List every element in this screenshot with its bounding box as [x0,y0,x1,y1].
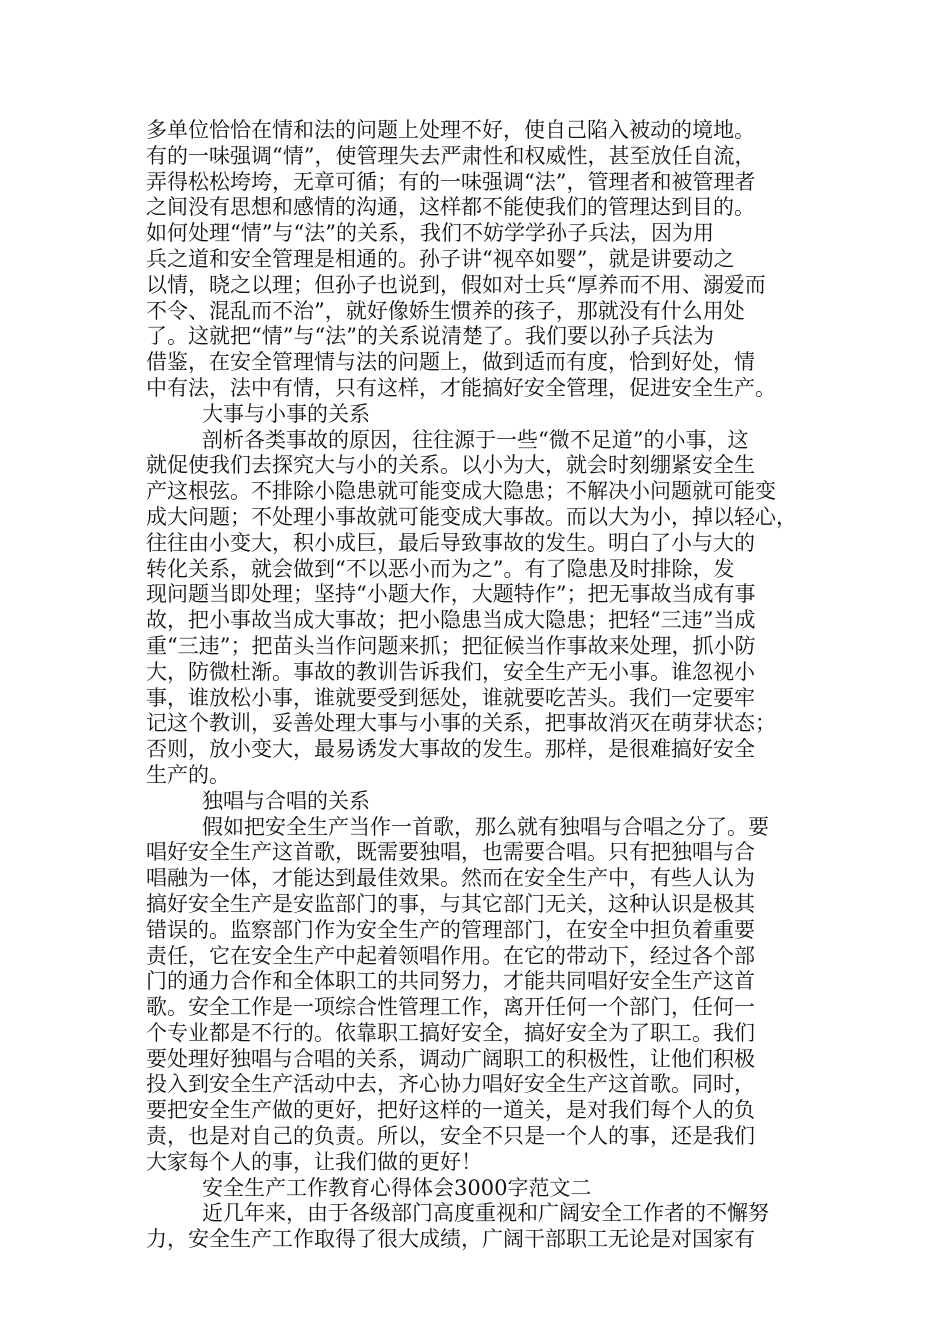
text-line: 搞好安全生产是安监部门的事，与其它部门无关，这种认识是极其 [146,891,755,916]
text-line: 中有法，法中有情，只有这样，才能搞好安全管理，促进安全生产。 [146,375,776,400]
text-line: 独唱与合唱的关系 [202,788,370,813]
text-line: 门的通力合作和全体职工的共同努力，才能共同唱好安全生产这首 [146,969,755,994]
text-line: 借鉴，在安全管理情与法的问题上，做到适而有度，恰到好处，情 [146,350,755,375]
text-line: 唱融为一体，才能达到最佳效果。然而在安全生产中，有些人认为 [146,866,755,891]
text-line: 大家每个人的事，让我们做的更好！ [146,1149,482,1174]
text-line: 要把安全生产做的更好，把好这样的一道关，是对我们每个人的负 [146,1098,755,1123]
text-line: 生产的。 [146,762,230,787]
text-line: 弄得松松垮垮，无章可循；有的一味强调“法”，管理者和被管理者 [146,169,756,194]
text-line: 力，安全生产工作取得了很大成绩，广阔干部职工无论是对国家有 [146,1227,755,1252]
text-line: 故，把小事故当成大事故；把小隐患当成大隐患；把轻“三违”当成 [146,608,756,633]
text-line: 投入到安全生产活动中去，齐心协力唱好安全生产这首歌。同时， [146,1072,755,1097]
text-line: 安全生产工作教育心得体会3000字范文二 [202,1175,592,1200]
text-line: 近几年来，由于各级部门高度重视和广阔安全工作者的不懈努 [202,1201,769,1226]
text-line: 兵之道和安全管理是相通的。孙子讲“视卒如婴”，就是讲要动之 [146,246,735,271]
text-line: 歌。安全工作是一项综合性管理工作，离开任何一个部门，任何一 [146,995,755,1020]
text-line: 个专业都是不行的。依靠职工搞好安全，搞好安全为了职工。我们 [146,1020,755,1045]
text-line: 责任，它在安全生产中起着领唱作用。在它的带动下，经过各个部 [146,943,755,968]
text-line: 唱好安全生产这首歌，既需要独唱，也需要合唱。只有把独唱与合 [146,840,755,865]
text-line: 成大问题；不处理小事故就可能变成大事故。而以大为小，掉以轻心， [146,504,797,529]
text-line: 责，也是对自己的负责。所以，安全不只是一个人的事，还是我们 [146,1124,755,1149]
text-line: 如何处理“情”与“法”的关系，我们不妨学学孙子兵法，因为用 [146,221,714,246]
text-line: 错误的。监察部门作为安全生产的管理部门，在安全中担负着重要 [146,917,755,942]
text-line: 大事与小事的关系 [202,401,370,426]
text-line: 产这根弦。不排除小隐患就可能变成大隐患；不解决小问题就可能变 [146,479,776,504]
text-line: 大，防微杜渐。事故的教训告诉我们，安全生产无小事。谁忽视小 [146,659,755,684]
text-line: 否则，放小变大，最易诱发大事故的发生。那样，是很难搞好安全 [146,737,755,762]
text-line: 要处理好独唱与合唱的关系，调动广阔职工的积极性，让他们积极 [146,1046,755,1071]
text-line: 记这个教训，妥善处理大事与小事的关系，把事故消灭在萌芽状态； [146,711,776,736]
text-line: 多单位恰恰在情和法的问题上处理不好，使自己陷入被动的境地。 [146,118,755,142]
document-body [146,118,816,1253]
text-line: 以情，晓之以理；但孙子也说到，假如对士兵“厚养而不用、溺爱而 [146,272,766,297]
text-line: 就促使我们去探究大与小的关系。以小为大，就会时刻绷紧安全生 [146,453,755,478]
text-line: 转化关系，就会做到“不以恶小而为之”。有了隐患及时排除，发 [146,556,735,581]
text-line: 重“三违”；把苗头当作问题来抓；把征候当作事故来处理，抓小防 [146,633,756,658]
text-line: 剖析各类事故的原因，往往源于一些“微不足道”的小事，这 [202,427,749,452]
text-line: 假如把安全生产当作一首歌，那么就有独唱与合唱之分了。要 [202,814,769,839]
text-line: 现问题当即处理；坚持“小题大作，大题特作”；把无事故当成有事 [146,582,756,607]
text-line: 不令、混乱而不治”，就好像娇生惯养的孩子，那就没有什么用处 [146,298,745,323]
text-line: 有的一味强调“情”，使管理失去严肃性和权威性，甚至放任自流， [146,143,756,168]
text-line: 之间没有思想和感情的沟通，这样都不能使我们的管理达到目的。 [146,195,755,220]
text-line: 了。这就把“情”与“法”的关系说清楚了。我们要以孙子兵法为 [146,324,714,349]
text-line: 往往由小变大，积小成巨，最后导致事故的发生。明白了小与大的 [146,530,755,555]
text-line: 事，谁放松小事，谁就要受到惩处，谁就要吃苦头。我们一定要牢 [146,685,755,710]
